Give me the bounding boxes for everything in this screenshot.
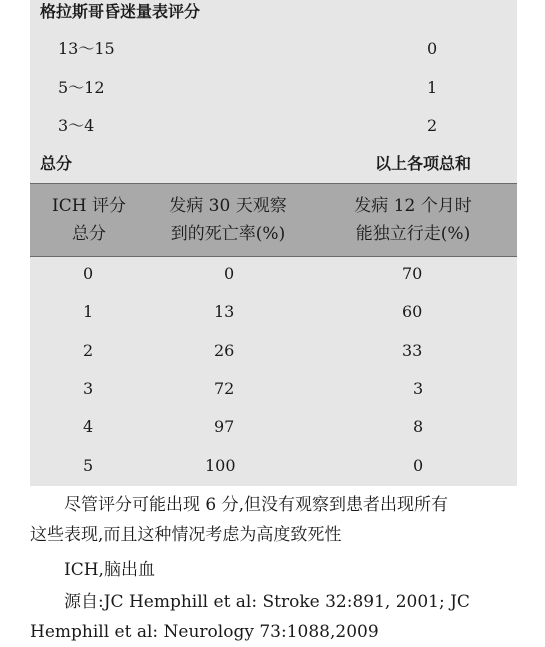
header-mortality-line1: 发病 30 天观察 bbox=[169, 196, 287, 216]
header-mortality-col bbox=[148, 192, 308, 248]
gcs-row bbox=[30, 107, 517, 145]
row-independence: 33 bbox=[402, 341, 423, 360]
header-score-col bbox=[32, 192, 146, 248]
row-score: 0 bbox=[83, 264, 94, 283]
footnote-line: 源自:JC Hemphill et al: Stroke 32:891, 2001; JC bbox=[64, 592, 470, 612]
table-row bbox=[30, 293, 517, 331]
table-row bbox=[30, 447, 517, 485]
gcs-row bbox=[30, 30, 517, 68]
row-independence: 0 bbox=[413, 456, 424, 475]
footnote-source bbox=[30, 587, 522, 647]
header-independence-line2: 能独立行走(%) bbox=[355, 224, 471, 244]
gcs-title: 格拉斯哥昏迷量表评分 bbox=[40, 2, 201, 21]
row-score: 2 bbox=[83, 341, 94, 360]
row-mortality: 100 bbox=[205, 456, 236, 475]
table-row bbox=[30, 255, 517, 293]
score-table-panel bbox=[30, 0, 517, 486]
total-value: 以上各项总和 bbox=[375, 154, 472, 173]
total-label: 总分 bbox=[40, 154, 73, 173]
gcs-title-row bbox=[30, 0, 517, 31]
gcs-range: 5～12 bbox=[58, 78, 105, 97]
row-score: 5 bbox=[83, 456, 94, 475]
footnote-line: Hemphill et al: Neurology 73:1088,2009 bbox=[30, 622, 379, 642]
gcs-score: 2 bbox=[427, 116, 438, 135]
header-independence-col bbox=[332, 192, 494, 248]
footnote-line: 尽管评分可能出现 6 分,但没有观察到患者出现所有 bbox=[64, 495, 449, 515]
footnote-all-features bbox=[30, 490, 522, 550]
header-mortality-line2: 到的死亡率(%) bbox=[170, 224, 286, 244]
row-independence: 60 bbox=[402, 302, 423, 321]
row-independence: 70 bbox=[402, 264, 423, 283]
gcs-row bbox=[30, 69, 517, 107]
table-row bbox=[30, 332, 517, 370]
row-independence: 8 bbox=[413, 417, 424, 436]
gcs-range: 3～4 bbox=[58, 116, 95, 135]
row-mortality: 0 bbox=[224, 264, 235, 283]
gcs-score: 1 bbox=[427, 78, 438, 97]
header-score-line1: ICH 评分 bbox=[52, 196, 126, 216]
table-row bbox=[30, 370, 517, 408]
total-row bbox=[30, 145, 517, 183]
row-mortality: 26 bbox=[214, 341, 235, 360]
header-score-line2: 总分 bbox=[72, 224, 106, 244]
table-row bbox=[30, 408, 517, 446]
footnote-line: ICH,脑出血 bbox=[64, 560, 155, 580]
header-independence-line1: 发病 12 个月时 bbox=[354, 196, 472, 216]
row-mortality: 13 bbox=[214, 302, 235, 321]
row-score: 4 bbox=[83, 417, 94, 436]
gcs-score: 0 bbox=[427, 39, 438, 58]
table-header bbox=[30, 183, 517, 257]
footnote-abbreviation bbox=[30, 555, 522, 585]
row-score: 1 bbox=[83, 302, 94, 321]
row-mortality: 97 bbox=[214, 417, 235, 436]
footnote-line: 这些表现,而且这种情况考虑为高度致死性 bbox=[30, 525, 342, 545]
row-score: 3 bbox=[83, 379, 94, 398]
row-independence: 3 bbox=[413, 379, 424, 398]
row-mortality: 72 bbox=[214, 379, 235, 398]
gcs-range: 13～15 bbox=[58, 39, 115, 58]
